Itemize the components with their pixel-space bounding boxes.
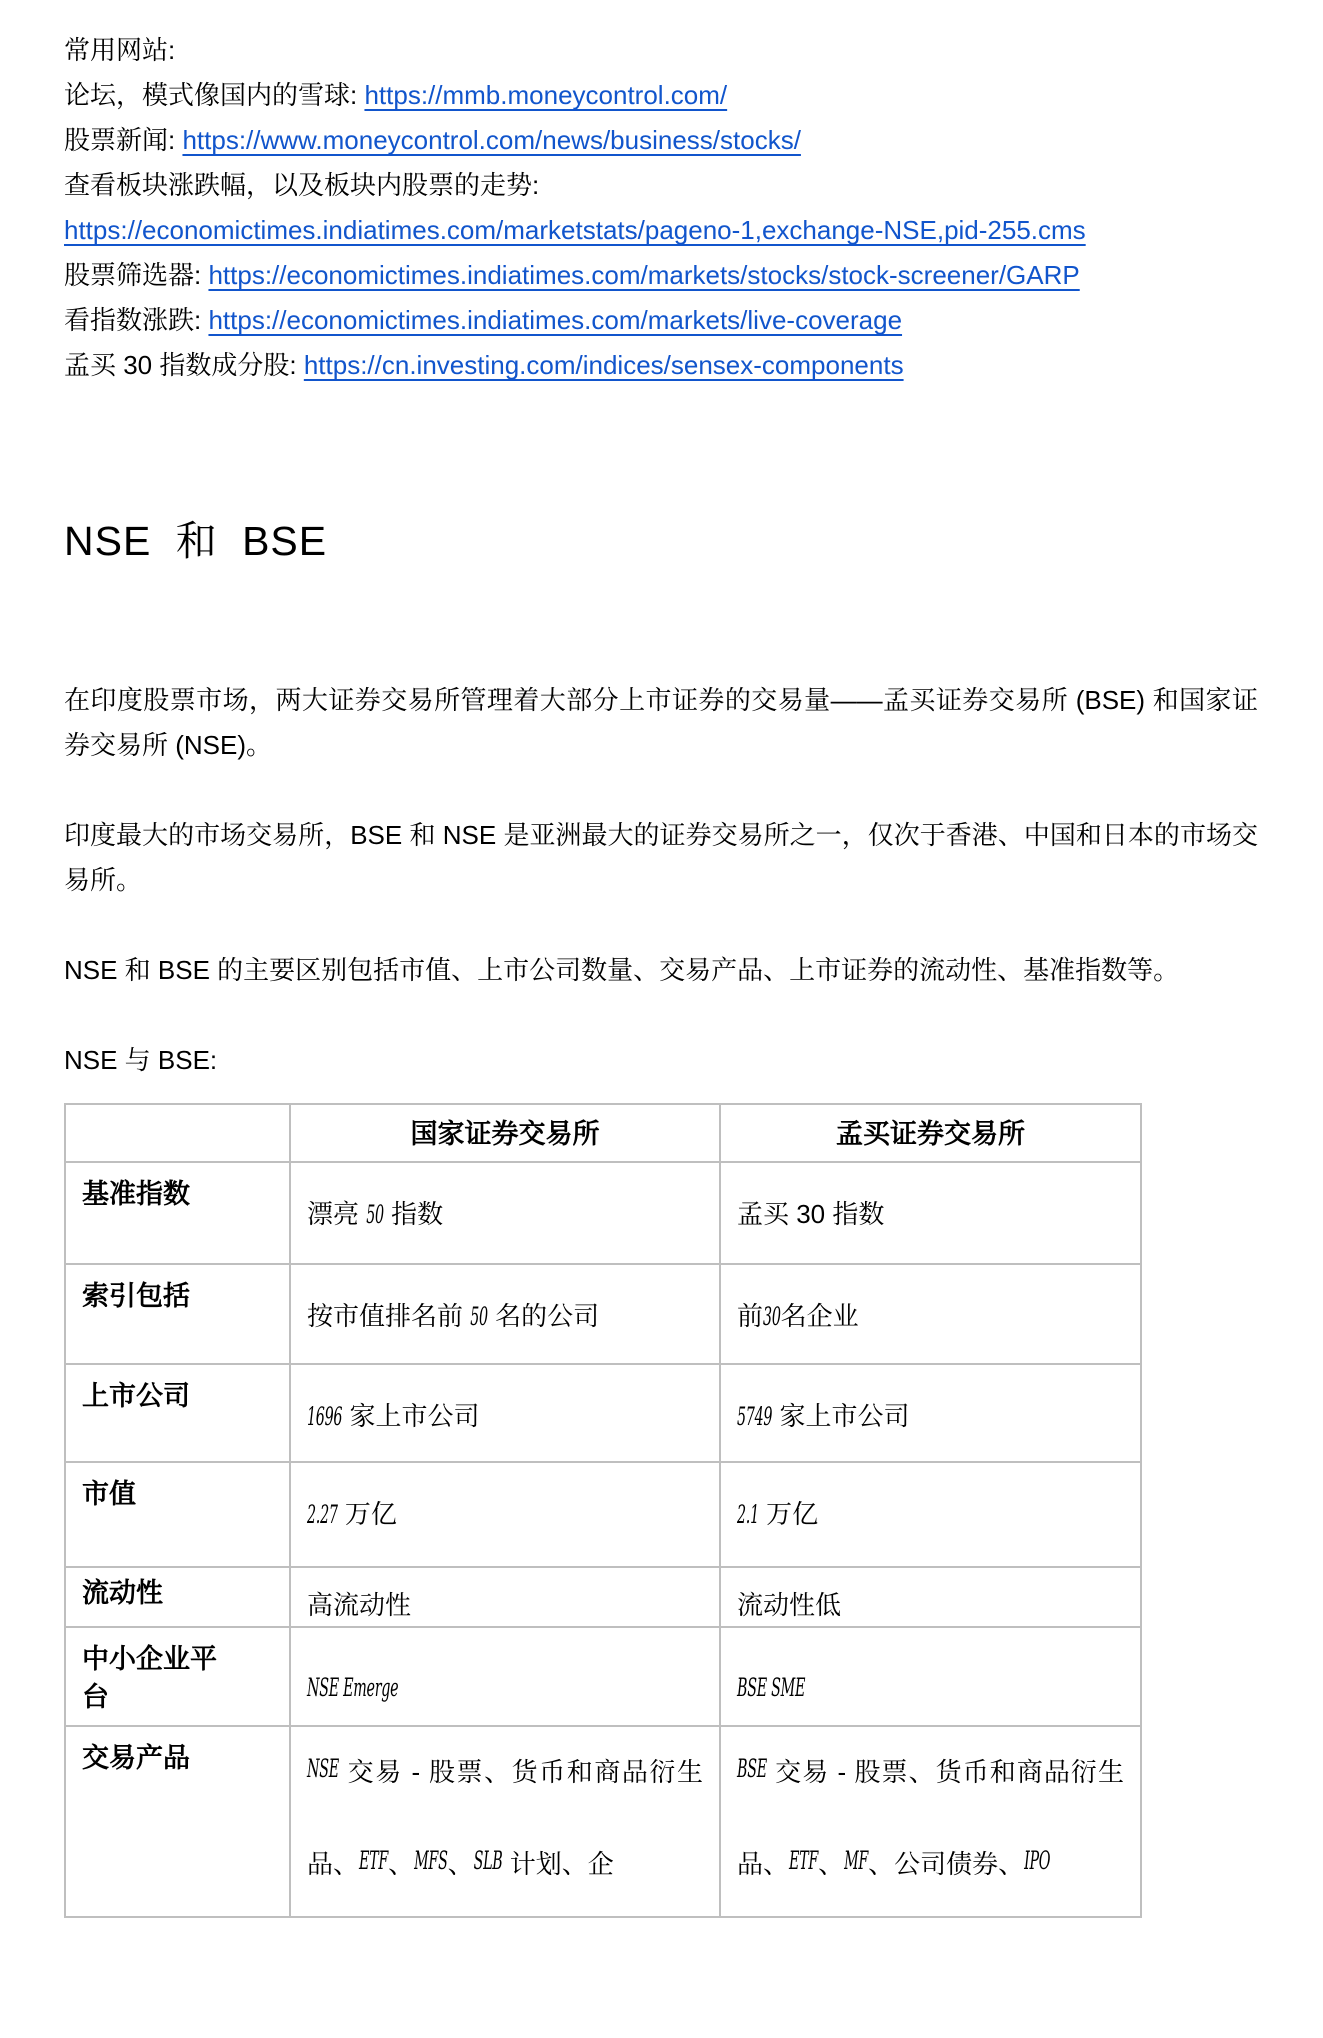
link-prefix: 孟买 30 指数成分股: xyxy=(64,350,304,380)
bse-cell xyxy=(720,1264,1141,1364)
link-line xyxy=(64,343,1258,388)
table-row xyxy=(65,1264,1141,1364)
cell-text: 交易 - 股票、货币和商品衍生品、 xyxy=(307,1757,703,1879)
paragraph-exchanges-overview: 在印度股票市场，两大证券交易所管理着大部分上市证券的交易量——孟买证券交易所 (BSE) 和国家证券交易所 (NSE)。 xyxy=(64,685,1258,760)
bse-cell xyxy=(720,1726,1141,1917)
row-label-text: 索引包括 xyxy=(82,1281,190,1311)
bse-cell xyxy=(720,1627,1141,1726)
cell-text: 漂亮 xyxy=(307,1199,367,1229)
row-label-text: 市值 xyxy=(82,1479,136,1509)
table-header-cell: 国家证券交易所 xyxy=(290,1104,720,1162)
row-label xyxy=(65,1462,290,1567)
row-label-text: 交易产品 xyxy=(82,1743,190,1773)
table-header-row xyxy=(65,1104,1141,1162)
row-label xyxy=(65,1162,290,1264)
nse-cell xyxy=(290,1264,720,1364)
stylized-token: NSE xyxy=(307,1756,339,1785)
paragraph-main-differences: NSE 和 BSE 的主要区别包括市值、上市公司数量、交易产品、上市证券的流动性、基准指数等。 xyxy=(64,955,1180,985)
row-label-text: 中小企业平台 xyxy=(82,1644,217,1712)
link-prefix: 论坛，模式像国内的雪球: xyxy=(64,80,365,110)
external-link[interactable]: https://cn.investing.com/indices/sensex-components xyxy=(303,350,904,380)
row-label-text: 基准指数 xyxy=(82,1179,190,1209)
external-link[interactable]: https://economictimes.indiatimes.com/markets/stocks/stock-screener/GARP xyxy=(208,260,1080,290)
stylized-token: MFS xyxy=(414,1848,448,1877)
table-row xyxy=(65,1162,1141,1264)
nse-cell xyxy=(290,1364,720,1462)
paragraph-largest-exchanges: 印度最大的市场交易所，BSE 和 NSE 是亚洲最大的证券交易所之一，仅次于香港、中国和日本的市场交易所。 xyxy=(64,820,1258,895)
row-label-text: 流动性 xyxy=(82,1578,163,1608)
link-prefix: 看指数涨跌: xyxy=(64,305,209,335)
table-row xyxy=(65,1364,1141,1462)
nse-cell xyxy=(290,1726,720,1917)
page-title: NSE 和 BSE xyxy=(64,518,328,564)
cell-text: 名的公司 xyxy=(487,1301,600,1331)
cell-text: 家上市公司 xyxy=(342,1401,480,1431)
cell-text: 孟买 30 指数 xyxy=(737,1199,885,1229)
row-label xyxy=(65,1627,290,1726)
nse-cell xyxy=(290,1162,720,1264)
cell-text: 计划、企 xyxy=(502,1849,614,1879)
common-sites-section xyxy=(64,28,1258,388)
link-line xyxy=(64,163,1258,208)
external-link[interactable]: https://economictimes.indiatimes.com/marketstats/pageno-1,exchange-NSE,pid-255.cms xyxy=(64,215,1086,245)
table-corner-cell xyxy=(65,1104,290,1162)
link-line xyxy=(64,298,1258,343)
cell-text: 、 xyxy=(818,1849,845,1879)
cell-text: 、 xyxy=(388,1849,415,1879)
stylized-token: IPO xyxy=(1024,1848,1051,1877)
external-link[interactable]: https://www.moneycontrol.com/news/business/stocks/ xyxy=(182,125,801,155)
external-link[interactable]: https://economictimes.indiatimes.com/markets/live-coverage xyxy=(208,305,903,335)
stylized-token: MF xyxy=(844,1848,869,1877)
bse-cell xyxy=(720,1462,1141,1567)
link-line xyxy=(64,118,1258,163)
stylized-token: 50 xyxy=(470,1303,488,1332)
external-link[interactable]: https://mmb.moneycontrol.com/ xyxy=(364,80,728,110)
nse-cell xyxy=(290,1567,720,1627)
link-prefix: 股票新闻: xyxy=(64,125,183,155)
stylized-token: BSE SME xyxy=(737,1674,806,1703)
bse-cell xyxy=(720,1364,1141,1462)
row-label xyxy=(65,1567,290,1627)
table-row xyxy=(65,1567,1141,1627)
stylized-token: NSE Emerge xyxy=(307,1674,399,1703)
cell-text: 名企业 xyxy=(780,1301,859,1331)
cell-text: 流动性低 xyxy=(737,1590,842,1620)
table-row xyxy=(65,1462,1141,1567)
table-row xyxy=(65,1726,1141,1917)
cell-text: 万亿 xyxy=(337,1499,397,1529)
cell-text: 前 xyxy=(737,1301,764,1331)
stylized-token: SLB xyxy=(473,1848,503,1877)
link-prefix: 查看板块涨跌幅，以及板块内股票的走势: xyxy=(64,170,540,200)
cell-text: 万亿 xyxy=(758,1499,819,1529)
cell-text: 交易 - 股票、货币和商品衍生品、 xyxy=(737,1757,1124,1879)
cell-text: 按市值排名前 xyxy=(307,1301,471,1331)
stylized-token: 2.1 xyxy=(737,1501,759,1530)
table-row xyxy=(65,1627,1141,1726)
cell-text: 、 xyxy=(447,1849,474,1879)
stylized-token: ETF xyxy=(789,1848,819,1877)
row-label xyxy=(65,1726,290,1917)
bse-cell xyxy=(720,1162,1141,1264)
row-label-text: 上市公司 xyxy=(82,1381,190,1411)
stylized-token: 5749 xyxy=(737,1403,773,1432)
bse-cell xyxy=(720,1567,1141,1627)
table-header-cell: 孟买证券交易所 xyxy=(720,1104,1141,1162)
link-line xyxy=(64,208,1258,253)
row-label xyxy=(65,1264,290,1364)
site-links-list xyxy=(64,73,1258,388)
stylized-token: 1696 xyxy=(307,1403,343,1432)
comparison-table xyxy=(64,1103,1142,1918)
cell-text: 、公司债券、 xyxy=(868,1849,1025,1879)
stylized-token: 50 xyxy=(366,1201,384,1230)
link-line xyxy=(64,73,1258,118)
table-intro: NSE 与 BSE: xyxy=(64,1045,218,1075)
stylized-token: 30 xyxy=(763,1303,781,1332)
cell-text: 指数 xyxy=(383,1199,444,1229)
stylized-token: BSE xyxy=(737,1756,767,1785)
row-label xyxy=(65,1364,290,1462)
sites-title: 常用网站: xyxy=(64,35,176,65)
cell-text: 家上市公司 xyxy=(772,1401,910,1431)
stylized-token: ETF xyxy=(359,1848,389,1877)
nse-cell xyxy=(290,1627,720,1726)
link-line xyxy=(64,253,1258,298)
nse-cell xyxy=(290,1462,720,1567)
stylized-token: 2.27 xyxy=(307,1501,338,1530)
link-prefix: 股票筛选器: xyxy=(64,260,209,290)
cell-text: 高流动性 xyxy=(307,1590,412,1620)
